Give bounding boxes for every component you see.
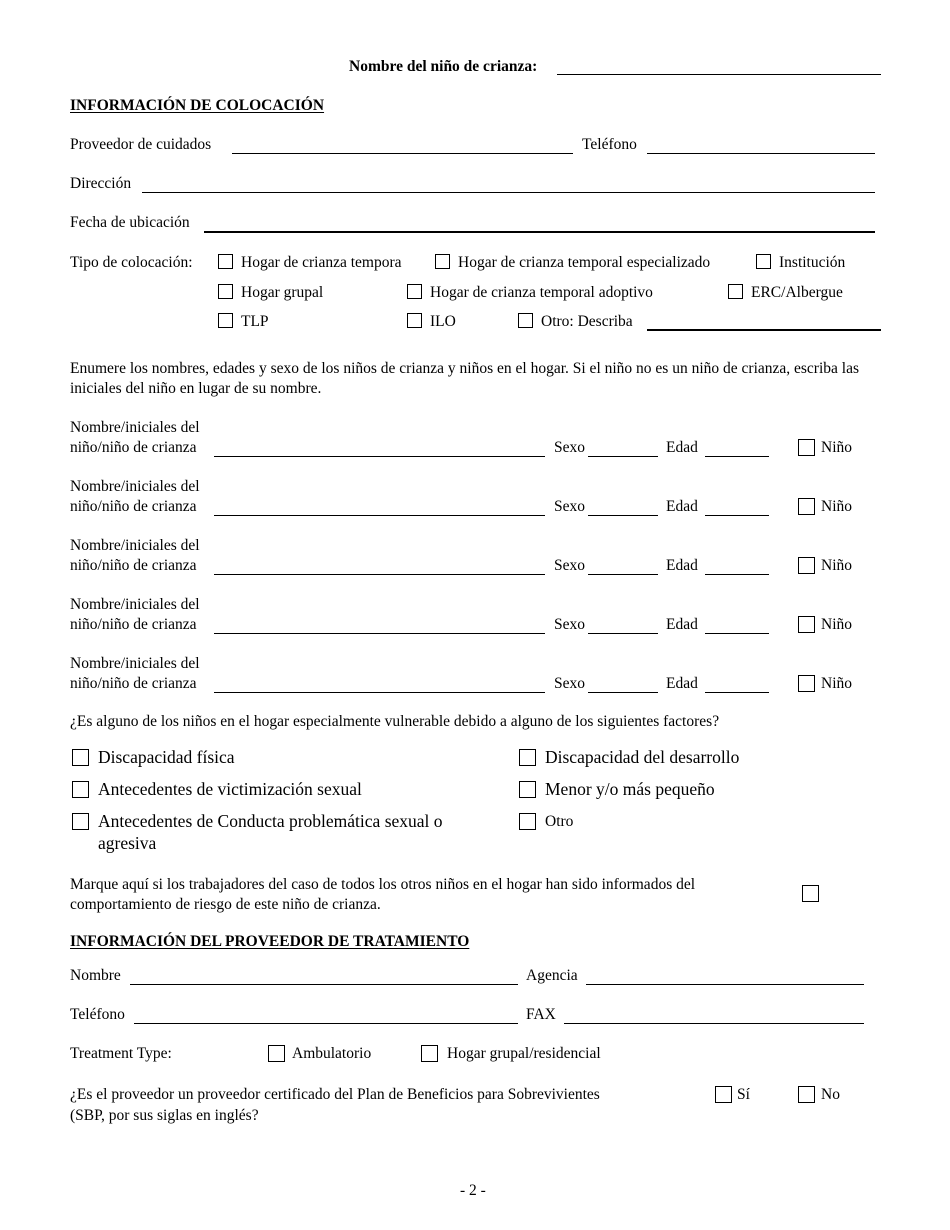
child-sex-input-4[interactable]	[590, 615, 656, 633]
child-name-input-4[interactable]	[216, 615, 543, 633]
group-home-checkbox[interactable]	[218, 284, 233, 299]
child-name-label-line1: Nombre/iniciales del	[70, 596, 200, 613]
institution-label: Institución	[779, 254, 846, 271]
treatment-name-input[interactable]	[132, 966, 516, 984]
erc-shelter-checkbox[interactable]	[728, 284, 743, 299]
child-name-line	[214, 515, 545, 516]
address-line	[142, 192, 875, 193]
child-sex-line	[588, 456, 658, 457]
ilo-checkbox[interactable]	[407, 313, 422, 328]
child-name-label-line1: Nombre/iniciales del	[70, 419, 200, 436]
child-name-input-5[interactable]	[216, 674, 543, 692]
sexual-victimization-label: Antecedentes de victimización sexual	[98, 779, 362, 799]
treatment-type-label: Treatment Type:	[70, 1045, 172, 1062]
notification-text-line2: comportamiento de riesgo de este niño de crianza.	[70, 896, 381, 913]
placement-heading: INFORMACIÓN DE COLOCACIÓN	[70, 97, 325, 114]
treatment-phone-line	[134, 1023, 518, 1024]
child-name-input-2[interactable]	[216, 497, 543, 515]
child-name-input-3[interactable]	[216, 556, 543, 574]
child-name-label-line1: Nombre/iniciales del	[70, 478, 200, 495]
child-is-child-checkbox[interactable]	[798, 498, 815, 515]
child-age-line	[705, 633, 769, 634]
child-name-label-line2: niño/niño de crianza	[70, 439, 197, 456]
address-label: Dirección	[70, 175, 132, 192]
fax-input[interactable]	[566, 1005, 862, 1023]
page-number: - 2 -	[460, 1182, 486, 1199]
treatment-phone-label: Teléfono	[70, 1006, 125, 1023]
child-age-input-5[interactable]	[707, 674, 767, 692]
child-age-line	[705, 515, 769, 516]
child-age-label: Edad	[666, 439, 698, 456]
child-name-label-line1: Nombre/iniciales del	[70, 537, 200, 554]
problem-behavior-label-line1: Antecedentes de Conducta problemática sexual o	[98, 811, 443, 831]
child-name-label-line2: niño/niño de crianza	[70, 616, 197, 633]
vulnerability-question: ¿Es alguno de los niños en el hogar especialmente vulnerable debido a alguno de los siguientes factores?	[70, 713, 720, 730]
child-sex-label: Sexo	[554, 675, 585, 692]
foster-child-name-line	[557, 74, 881, 75]
treatment-name-label: Nombre	[70, 967, 121, 984]
child-age-label: Edad	[666, 498, 698, 515]
child-name-line	[214, 574, 545, 575]
other-placement-line	[647, 329, 881, 331]
child-age-input-4[interactable]	[707, 615, 767, 633]
ilo-label: ILO	[430, 313, 456, 330]
adoptive-foster-label: Hogar de crianza temporal adoptivo	[430, 284, 653, 301]
child-age-label: Edad	[666, 557, 698, 574]
child-age-label: Edad	[666, 616, 698, 633]
sbp-no-checkbox[interactable]	[798, 1086, 815, 1103]
erc-shelter-label: ERC/Albergue	[751, 284, 843, 301]
institution-checkbox[interactable]	[756, 254, 771, 269]
caregiver-label: Proveedor de cuidados	[70, 136, 212, 153]
placement-phone-line	[647, 153, 875, 154]
sbp-question-line2: (SBP, por sus siglas en inglés?	[70, 1107, 259, 1124]
child-sex-line	[588, 515, 658, 516]
fax-label: FAX	[526, 1006, 556, 1023]
child-age-input-1[interactable]	[707, 438, 767, 456]
child-is-child-label: Niño	[821, 557, 852, 574]
fax-line	[564, 1023, 864, 1024]
child-sex-label: Sexo	[554, 498, 585, 515]
specialized-foster-checkbox[interactable]	[435, 254, 450, 269]
child-age-line	[705, 574, 769, 575]
child-name-line	[214, 633, 545, 634]
sbp-no-label: No	[821, 1086, 840, 1103]
group-residential-checkbox[interactable]	[421, 1045, 438, 1062]
child-name-label-line2: niño/niño de crianza	[70, 675, 197, 692]
child-name-label-line1: Nombre/iniciales del	[70, 655, 200, 672]
child-sex-input-3[interactable]	[590, 556, 656, 574]
child-age-line	[705, 692, 769, 693]
child-is-child-checkbox[interactable]	[798, 616, 815, 633]
child-sex-line	[588, 692, 658, 693]
group-residential-label: Hogar grupal/residencial	[447, 1045, 601, 1062]
placement-phone-label: Teléfono	[582, 136, 637, 153]
physical-disability-checkbox[interactable]	[72, 749, 89, 766]
younger-smaller-label: Menor y/o más pequeño	[545, 779, 715, 799]
notification-checkbox[interactable]	[802, 885, 819, 902]
other-placement-input[interactable]	[649, 311, 879, 329]
agency-line	[586, 984, 864, 985]
child-sex-input-1[interactable]	[590, 438, 656, 456]
child-is-child-label: Niño	[821, 439, 852, 456]
treatment-name-line	[130, 984, 518, 985]
sbp-yes-checkbox[interactable]	[715, 1086, 732, 1103]
child-age-line	[705, 456, 769, 457]
child-age-input-3[interactable]	[707, 556, 767, 574]
developmental-disability-checkbox[interactable]	[519, 749, 536, 766]
child-sex-input-2[interactable]	[590, 497, 656, 515]
child-age-label: Edad	[666, 675, 698, 692]
outpatient-label: Ambulatorio	[292, 1045, 372, 1062]
caregiver-input[interactable]	[234, 135, 571, 153]
foster-child-name-label: Nombre del niño de crianza:	[349, 58, 538, 75]
younger-smaller-checkbox[interactable]	[519, 781, 536, 798]
placement-phone-input[interactable]	[649, 135, 873, 153]
tlp-label: TLP	[241, 313, 269, 330]
child-is-child-label: Niño	[821, 616, 852, 633]
developmental-disability-label: Discapacidad del desarrollo	[545, 747, 740, 767]
child-name-label-line2: niño/niño de crianza	[70, 498, 197, 515]
children-instructions: Enumere los nombres, edades y sexo de los niños de crianza y niños en el hogar. Si el niño no es un niño de crianza, escriba las iniciales del niño en lugar de su nombre.	[70, 360, 859, 398]
placement-date-input[interactable]	[206, 213, 873, 231]
temp-foster-label: Hogar de crianza tempora	[241, 254, 402, 271]
placement-date-label: Fecha de ubicación	[70, 214, 190, 231]
placement-type-label: Tipo de colocación:	[70, 254, 193, 271]
adoptive-foster-checkbox[interactable]	[407, 284, 422, 299]
problem-behavior-checkbox[interactable]	[72, 813, 89, 830]
other-vulnerability-label: Otro	[545, 813, 574, 830]
sexual-victimization-checkbox[interactable]	[72, 781, 89, 798]
address-input[interactable]	[144, 174, 873, 192]
group-home-label: Hogar grupal	[241, 284, 324, 301]
child-sex-line	[588, 574, 658, 575]
child-is-child-checkbox[interactable]	[798, 439, 815, 456]
other-vulnerability-checkbox[interactable]	[519, 813, 536, 830]
sbp-question-line1: ¿Es el proveedor un proveedor certificado del Plan de Beneficios para Sobrevivientes	[70, 1086, 600, 1103]
agency-input[interactable]	[588, 966, 862, 984]
child-sex-label: Sexo	[554, 439, 585, 456]
other-placement-label: Otro: Describa	[541, 313, 633, 330]
agency-label: Agencia	[526, 967, 578, 984]
child-is-child-label: Niño	[821, 675, 852, 692]
caregiver-line	[232, 153, 573, 154]
child-name-label-line2: niño/niño de crianza	[70, 557, 197, 574]
other-placement-checkbox[interactable]	[518, 313, 533, 328]
child-sex-label: Sexo	[554, 616, 585, 633]
child-is-child-checkbox[interactable]	[798, 675, 815, 692]
treatment-heading: INFORMACIÓN DEL PROVEEDOR DE TRATAMIENTO	[70, 933, 470, 950]
temp-foster-checkbox[interactable]	[218, 254, 233, 269]
outpatient-checkbox[interactable]	[268, 1045, 285, 1062]
child-is-child-label: Niño	[821, 498, 852, 515]
placement-date-line	[204, 231, 875, 233]
child-sex-input-5[interactable]	[590, 674, 656, 692]
child-age-input-2[interactable]	[707, 497, 767, 515]
child-name-line	[214, 456, 545, 457]
specialized-foster-label: Hogar de crianza temporal especializado	[458, 254, 711, 271]
tlp-checkbox[interactable]	[218, 313, 233, 328]
child-sex-label: Sexo	[554, 557, 585, 574]
notification-text-line1: Marque aquí si los trabajadores del caso de todos los otros niños en el hogar han sido informados del	[70, 876, 696, 893]
treatment-phone-input[interactable]	[136, 1005, 516, 1023]
child-sex-line	[588, 633, 658, 634]
child-name-line	[214, 692, 545, 693]
physical-disability-label: Discapacidad física	[98, 747, 235, 767]
child-name-input-1[interactable]	[216, 438, 543, 456]
foster-child-name-input[interactable]	[560, 56, 878, 74]
sbp-yes-label: Sí	[737, 1086, 750, 1103]
problem-behavior-label-line2: agresiva	[98, 833, 157, 853]
child-is-child-checkbox[interactable]	[798, 557, 815, 574]
